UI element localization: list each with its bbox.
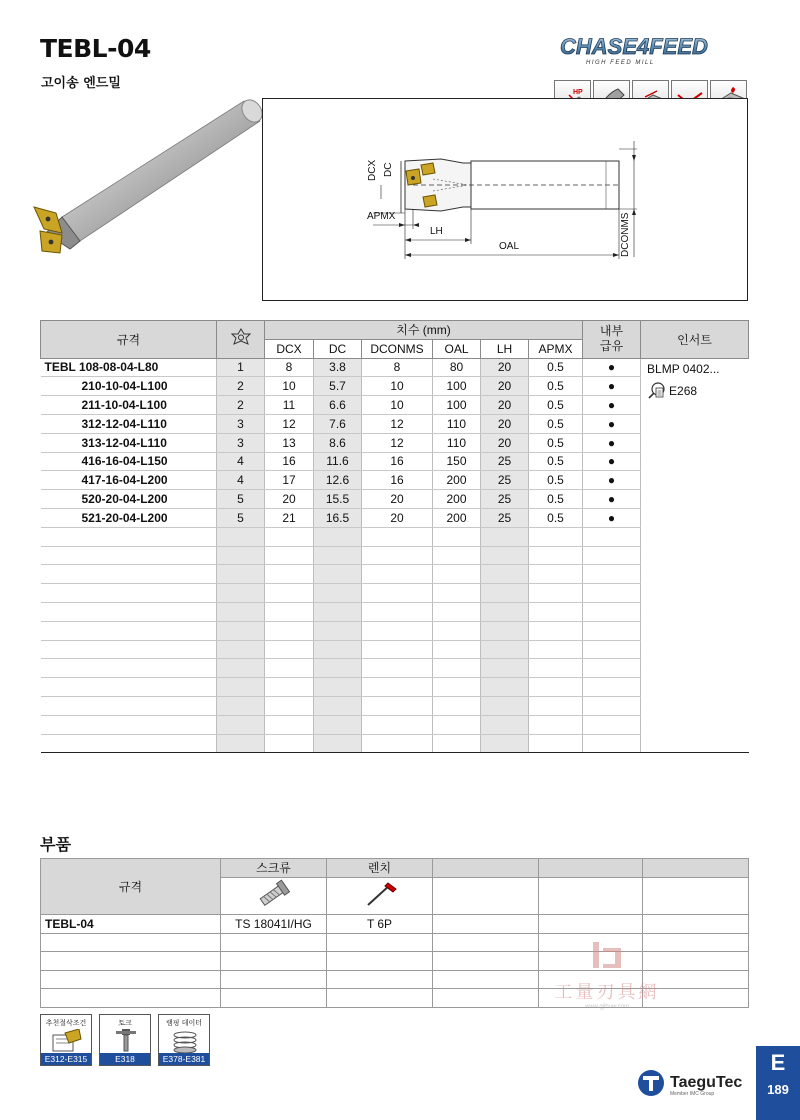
torque-page: E318 (100, 1053, 150, 1065)
wrench-cell (327, 952, 433, 971)
dcx-cell (265, 527, 314, 546)
coolant-cell (583, 565, 641, 584)
dc-cell (314, 527, 362, 546)
empty-cell (643, 915, 749, 934)
designation-cell: 312-12-04-L110 (41, 414, 217, 433)
z-cell: 3 (217, 414, 265, 433)
z-cell: 2 (217, 396, 265, 415)
watermark-url: www.gjlhuw.com (584, 1004, 629, 1010)
coolant-header-text: 내부 급유 (599, 324, 624, 354)
dconms-cell: 16 (362, 452, 433, 471)
oal-cell: 110 (433, 433, 481, 452)
z-cell: 1 (217, 358, 265, 377)
screw-icon (254, 879, 294, 909)
section-letter: E (770, 1050, 786, 1075)
apmx-cell (529, 734, 583, 753)
dcx-cell: 13 (265, 433, 314, 452)
dconms-cell (362, 527, 433, 546)
watermark-text: 工量刃具網 (554, 982, 660, 1003)
screw-cell: TS 18041I/HG (221, 915, 327, 934)
lh-cell (481, 621, 529, 640)
z-cell: 4 (217, 452, 265, 471)
lh-cell (481, 659, 529, 678)
dc-cell: 5.7 (314, 377, 362, 396)
end-mill-photo (22, 95, 262, 260)
lh-cell: 25 (481, 490, 529, 509)
z-cell (217, 621, 265, 640)
z-cell: 2 (217, 377, 265, 396)
designation-cell (41, 584, 217, 603)
dconms-cell: 8 (362, 358, 433, 377)
lh-cell (481, 696, 529, 715)
screw-cell (221, 952, 327, 971)
oal-cell: 200 (433, 490, 481, 509)
designation-cell (41, 640, 217, 659)
coolant-cell (583, 659, 641, 678)
ramping-data-label: 램핑 데이터 (165, 1019, 203, 1027)
dc-cell: 6.6 (314, 396, 362, 415)
coolant-header (583, 321, 641, 359)
designation-cell: 416-16-04-L150 (41, 452, 217, 471)
magnifier-icon (647, 382, 667, 400)
apmx-cell: 0.5 (529, 414, 583, 433)
code-cell (41, 970, 221, 989)
dconms-label: DCONMS (620, 212, 631, 257)
dcx-cell: 12 (265, 414, 314, 433)
oal-cell (433, 696, 481, 715)
empty-cell (433, 970, 539, 989)
coolant-cell: ● (583, 508, 641, 527)
dc-cell: 11.6 (314, 452, 362, 471)
apmx-label: APMX (367, 211, 396, 222)
designation-cell (41, 659, 217, 678)
designation-cell (41, 734, 217, 753)
oal-label: OAL (499, 241, 520, 252)
lh-cell: 20 (481, 377, 529, 396)
coolant-cell (583, 527, 641, 546)
z-cell (217, 527, 265, 546)
dcx-cell: 16 (265, 452, 314, 471)
z-cell (217, 696, 265, 715)
designation-cell (41, 565, 217, 584)
apmx-cell (529, 546, 583, 565)
coolant-cell: ● (583, 377, 641, 396)
torque-label: 토크 (118, 1019, 132, 1027)
apmx-cell (529, 696, 583, 715)
z-cell: 4 (217, 471, 265, 490)
parts-empty-cell (433, 877, 539, 914)
designation-cell (41, 696, 217, 715)
parts-row (41, 915, 749, 934)
flute-count-icon (231, 328, 251, 348)
dcx-cell: 11 (265, 396, 314, 415)
watermark (532, 940, 682, 1012)
parts-empty-header (433, 859, 539, 878)
dconms-cell: 10 (362, 377, 433, 396)
coolant-cell (583, 734, 641, 753)
designation-cell: 211-10-04-L100 (41, 396, 217, 415)
apmx-cell (529, 678, 583, 697)
cutting-conditions-icon (51, 1029, 83, 1053)
z-cell: 5 (217, 490, 265, 509)
screw-cell (221, 933, 327, 952)
cutting-conditions-reference[interactable] (40, 1014, 92, 1066)
dconms-cell: 12 (362, 414, 433, 433)
designation-cell (41, 678, 217, 697)
dconms-cell: 20 (362, 490, 433, 509)
dc-cell (314, 734, 362, 753)
dc-cell (314, 602, 362, 621)
apmx-cell: 0.5 (529, 452, 583, 471)
wrench-header: 렌치 (327, 859, 433, 878)
designation-cell: 520-20-04-L200 (41, 490, 217, 509)
oal-cell (433, 584, 481, 603)
dc-cell (314, 696, 362, 715)
dconms-cell (362, 546, 433, 565)
z-cell (217, 659, 265, 678)
chase4feed-logo (556, 32, 762, 66)
dconms-cell (362, 621, 433, 640)
lh-cell: 20 (481, 433, 529, 452)
taegutec-brand (636, 1068, 742, 1098)
dcx-cell (265, 659, 314, 678)
dcx-cell (265, 621, 314, 640)
coolant-cell (583, 584, 641, 603)
empty-cell (433, 915, 539, 934)
dcx-cell: 17 (265, 471, 314, 490)
coolant-cell (583, 602, 641, 621)
torque-reference[interactable] (99, 1014, 151, 1066)
empty-cell (433, 933, 539, 952)
oal-cell (433, 621, 481, 640)
coolant-cell: ● (583, 414, 641, 433)
screw-header: 스크류 (221, 859, 327, 878)
brand-name: TaeguTec (670, 1074, 743, 1091)
coolant-cell (583, 715, 641, 734)
dcx-cell: 21 (265, 508, 314, 527)
dc-cell: 12.6 (314, 471, 362, 490)
page-title: TEBL-04 (40, 34, 151, 63)
dcx-cell: 20 (265, 490, 314, 509)
lh-cell: 20 (481, 414, 529, 433)
oal-cell (433, 715, 481, 734)
insert-page: E268 (669, 383, 698, 398)
dconms-cell (362, 715, 433, 734)
designation-cell: TEBL 108-08-04-L80 (41, 358, 217, 377)
oal-cell (433, 602, 481, 621)
coolant-cell: ● (583, 490, 641, 509)
dcx-cell (265, 640, 314, 659)
apmx-cell (529, 565, 583, 584)
parts-empty-cell (643, 877, 749, 914)
z-cell (217, 715, 265, 734)
coolant-cell (583, 678, 641, 697)
insert-name: BLMP 0402... (647, 361, 720, 376)
dc-cell: 8.6 (314, 433, 362, 452)
designation-cell (41, 546, 217, 565)
coolant-cell (583, 621, 641, 640)
lh-cell: 25 (481, 508, 529, 527)
lh-cell (481, 546, 529, 565)
lh-cell: 25 (481, 452, 529, 471)
designation-cell (41, 715, 217, 734)
designation-cell: 210-10-04-L100 (41, 377, 217, 396)
dconms-cell (362, 565, 433, 584)
oal-cell: 200 (433, 471, 481, 490)
dc-cell: 16.5 (314, 508, 362, 527)
torque-icon (110, 1029, 142, 1053)
lh-cell: 20 (481, 396, 529, 415)
lh-header: LH (481, 339, 529, 358)
dcx-cell: 10 (265, 377, 314, 396)
apmx-cell: 0.5 (529, 508, 583, 527)
screw-cell (221, 970, 327, 989)
oal-cell (433, 640, 481, 659)
apmx-header: APMX (529, 339, 583, 358)
lh-cell (481, 640, 529, 659)
lh-cell (481, 584, 529, 603)
wrench-cell (327, 989, 433, 1008)
z-cell (217, 640, 265, 659)
empty-cell (539, 915, 643, 934)
dimensions-header: 치수 (mm) (265, 321, 583, 340)
z-cell (217, 734, 265, 753)
apmx-cell: 0.5 (529, 377, 583, 396)
wrench-cell: T 6P (327, 915, 433, 934)
dconms-cell (362, 678, 433, 697)
dconms-cell (362, 602, 433, 621)
empty-cell (433, 989, 539, 1008)
lh-cell (481, 715, 529, 734)
designation-cell (41, 602, 217, 621)
dcx-cell (265, 546, 314, 565)
apmx-cell (529, 659, 583, 678)
technical-drawing (262, 98, 748, 301)
dconms-cell (362, 659, 433, 678)
parts-section-title: 부품 (40, 835, 71, 854)
dcx-cell: 8 (265, 358, 314, 377)
z-cell: 5 (217, 508, 265, 527)
page-subtitle: 고이송 엔드밀 (41, 76, 121, 91)
oal-cell: 80 (433, 358, 481, 377)
oal-cell: 200 (433, 508, 481, 527)
dconms-cell (362, 734, 433, 753)
brand-tagline: Member IMC Group (670, 1091, 715, 1097)
oal-cell (433, 527, 481, 546)
designation-cell: 313-12-04-L110 (41, 433, 217, 452)
dcx-cell (265, 602, 314, 621)
apmx-cell (529, 640, 583, 659)
logo-tagline: HIGH FEED MILL (586, 60, 655, 66)
oal-cell (433, 659, 481, 678)
dc-cell (314, 621, 362, 640)
dc-header: DC (314, 339, 362, 358)
oal-cell: 100 (433, 396, 481, 415)
lh-cell (481, 527, 529, 546)
coolant-cell (583, 640, 641, 659)
dc-cell (314, 659, 362, 678)
oal-cell (433, 678, 481, 697)
coolant-cell: ● (583, 396, 641, 415)
apmx-cell: 0.5 (529, 490, 583, 509)
dc-cell (314, 678, 362, 697)
code-cell: TEBL-04 (41, 915, 221, 934)
dconms-cell (362, 584, 433, 603)
screw-cell (221, 989, 327, 1008)
cutting-conditions-label: 추천절삭조건 (45, 1019, 87, 1027)
apmx-cell (529, 527, 583, 546)
coolant-cell: ● (583, 452, 641, 471)
dcx-header: DCX (265, 339, 314, 358)
dcx-cell (265, 678, 314, 697)
parts-designation-header: 규격 (41, 859, 221, 915)
page-number: 189 (767, 1082, 789, 1097)
dc-cell (314, 640, 362, 659)
dcx-cell (265, 734, 314, 753)
lh-cell: 25 (481, 471, 529, 490)
dc-cell: 7.6 (314, 414, 362, 433)
oal-cell: 150 (433, 452, 481, 471)
coolant-cell: ● (583, 358, 641, 377)
designation-cell: 417-16-04-L200 (41, 471, 217, 490)
insert-page-link[interactable] (647, 382, 749, 400)
dconms-cell: 20 (362, 508, 433, 527)
designation-cell: 521-20-04-L200 (41, 508, 217, 527)
lh-cell (481, 565, 529, 584)
dcx-cell (265, 584, 314, 603)
coolant-cell: ● (583, 471, 641, 490)
wrench-icon-cell (327, 877, 433, 914)
z-cell (217, 546, 265, 565)
wrench-cell (327, 970, 433, 989)
screw-icon-cell (221, 877, 327, 914)
dconms-cell (362, 696, 433, 715)
dconms-cell: 12 (362, 433, 433, 452)
dc-cell (314, 546, 362, 565)
ramping-data-page: E378-E381 (159, 1053, 209, 1065)
ramping-data-icon (169, 1029, 201, 1053)
z-cell (217, 602, 265, 621)
parts-empty-header (643, 859, 749, 878)
hp-label: HP (573, 89, 583, 96)
flutes-header (217, 321, 265, 359)
apmx-cell: 0.5 (529, 358, 583, 377)
parts-empty-cell (539, 877, 643, 914)
code-cell (41, 989, 221, 1008)
oal-header: OAL (433, 339, 481, 358)
dconms-header: DCONMS (362, 339, 433, 358)
wrench-icon (360, 879, 400, 909)
logo-text: CHASE4FEED (560, 34, 708, 59)
oal-cell (433, 565, 481, 584)
coolant-cell (583, 546, 641, 565)
lh-cell (481, 734, 529, 753)
apmx-cell (529, 715, 583, 734)
dc-cell: 3.8 (314, 358, 362, 377)
designation-cell (41, 527, 217, 546)
dc-cell (314, 715, 362, 734)
lh-label: LH (430, 226, 443, 237)
lh-cell (481, 678, 529, 697)
z-cell (217, 678, 265, 697)
dconms-cell (362, 640, 433, 659)
wrench-cell (327, 933, 433, 952)
oal-cell (433, 546, 481, 565)
apmx-cell (529, 621, 583, 640)
ramping-data-reference[interactable] (158, 1014, 210, 1066)
coolant-cell (583, 696, 641, 715)
coolant-cell: ● (583, 433, 641, 452)
code-cell (41, 933, 221, 952)
dcx-cell (265, 565, 314, 584)
watermark-logo-icon (587, 940, 627, 972)
dc-cell: 15.5 (314, 490, 362, 509)
z-cell (217, 584, 265, 603)
dconms-cell: 10 (362, 396, 433, 415)
oal-cell (433, 734, 481, 753)
dcx-cell (265, 696, 314, 715)
oal-cell: 110 (433, 414, 481, 433)
code-cell (41, 952, 221, 971)
dconms-cell: 16 (362, 471, 433, 490)
apmx-cell: 0.5 (529, 396, 583, 415)
dc-label: DC (383, 162, 394, 177)
dcx-cell (265, 715, 314, 734)
lh-cell (481, 602, 529, 621)
insert-cell (641, 358, 749, 753)
dcx-label: DCX (367, 159, 378, 181)
dc-cell (314, 565, 362, 584)
apmx-cell: 0.5 (529, 433, 583, 452)
apmx-cell (529, 584, 583, 603)
cutting-conditions-page: E312-E315 (41, 1053, 91, 1065)
specification-table (40, 320, 749, 753)
oal-cell: 100 (433, 377, 481, 396)
z-cell (217, 565, 265, 584)
spec-row (41, 358, 749, 377)
section-tab (756, 1046, 800, 1120)
apmx-cell (529, 602, 583, 621)
taegutec-logo-icon (636, 1068, 666, 1098)
dc-cell (314, 584, 362, 603)
apmx-cell: 0.5 (529, 471, 583, 490)
designation-header: 규격 (41, 321, 217, 359)
insert-header: 인서트 (641, 321, 749, 359)
empty-cell (433, 952, 539, 971)
designation-cell (41, 621, 217, 640)
parts-empty-header (539, 859, 643, 878)
lh-cell: 20 (481, 358, 529, 377)
z-cell: 3 (217, 433, 265, 452)
